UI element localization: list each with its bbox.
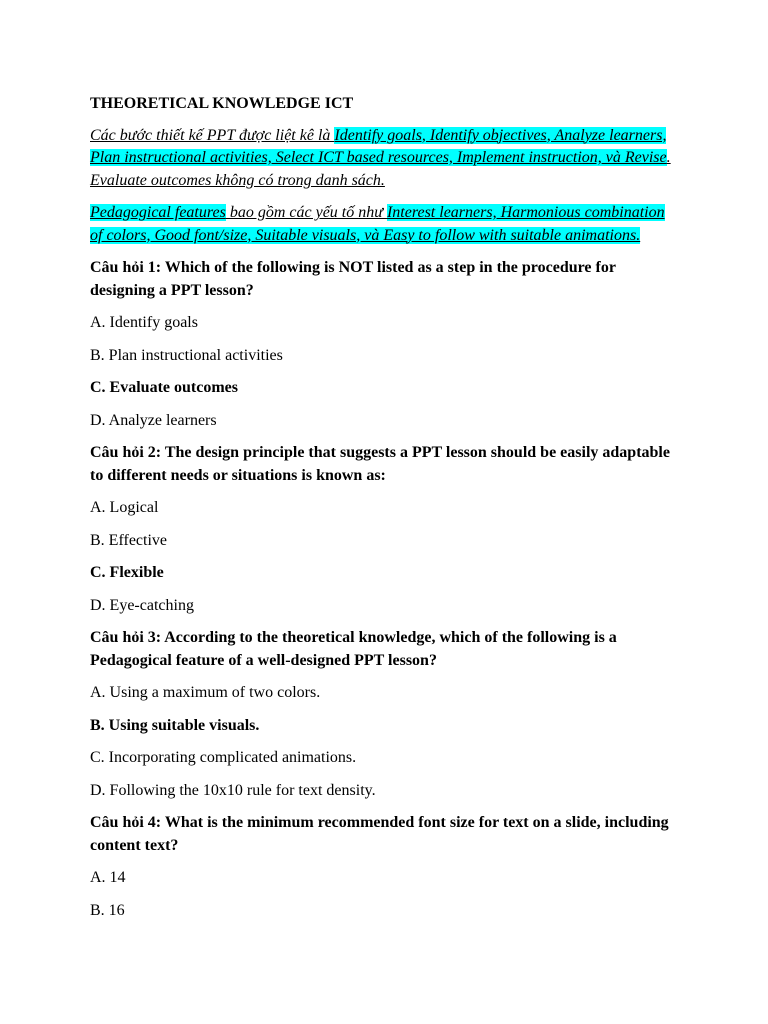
note-steps-outro: . Evaluate outcomes không có trong danh sách. [90,149,671,189]
question-2-option-d: D. Eye-catching [90,596,194,614]
note-steps-highlight: Identify goals, Identify objectives, Analyze learners, Plan instructional activities, Select ICT based resources, Implement instruction, và Revise [90,126,667,166]
question-1-prompt: Câu hỏi 1: Which of the following is NOT listed as a step in the procedure for designing a PPT lesson? [90,259,616,299]
question-4-option-a: A. 14 [90,869,126,886]
question-2-option-b: B. Effective [90,531,168,549]
question-3-option-c: C. Incorporating complicated animations. [90,749,357,766]
question-1-option-b: B. Plan instructional activities [90,346,283,364]
document-title: THEORETICAL KNOWLEDGE ICT [90,95,354,112]
question-1-option-c: C. Evaluate outcomes [90,379,238,396]
question-2-option-c: C. Flexible [90,564,164,581]
note-pedagogical [90,202,680,247]
note-pedagogical-middle: bao gồm các yếu tố như [225,204,387,221]
question-1-option-a: A. Identify goals [90,314,198,331]
question-3-option-b: B. Using suitable visuals. [90,716,260,734]
question-4-option-b: B. 16 [90,901,125,919]
question-3-option-d: D. Following the 10x10 rule for text density. [90,781,376,799]
question-3-option-a: A. Using a maximum of two colors. [90,684,321,701]
document-page [90,93,680,932]
note-pedagogical-highlight: Interest learners, Harmonious combination of colors, Good font/size, Suitable visuals, và Easy to follow with suitable animations. [90,204,665,244]
question-3-prompt: Câu hỏi 3: According to the theoretical knowledge, which of the following is a Pedagogical feature of a well-designed PPT lesson? [90,629,617,669]
question-4-prompt: Câu hỏi 4: What is the minimum recommended font size for text on a slide, including content text? [90,814,669,854]
note-pedagogical-term: Pedagogical features [90,204,226,221]
note-steps [90,125,680,193]
note-steps-intro: Các bước thiết kế PPT được liệt kê là [90,126,335,144]
question-2-option-a: A. Logical [90,499,159,516]
question-2-prompt: Câu hỏi 2: The design principle that suggests a PPT lesson should be easily adaptable to different needs or situations is known as: [90,444,670,484]
question-1-option-d: D. Analyze learners [90,411,217,429]
